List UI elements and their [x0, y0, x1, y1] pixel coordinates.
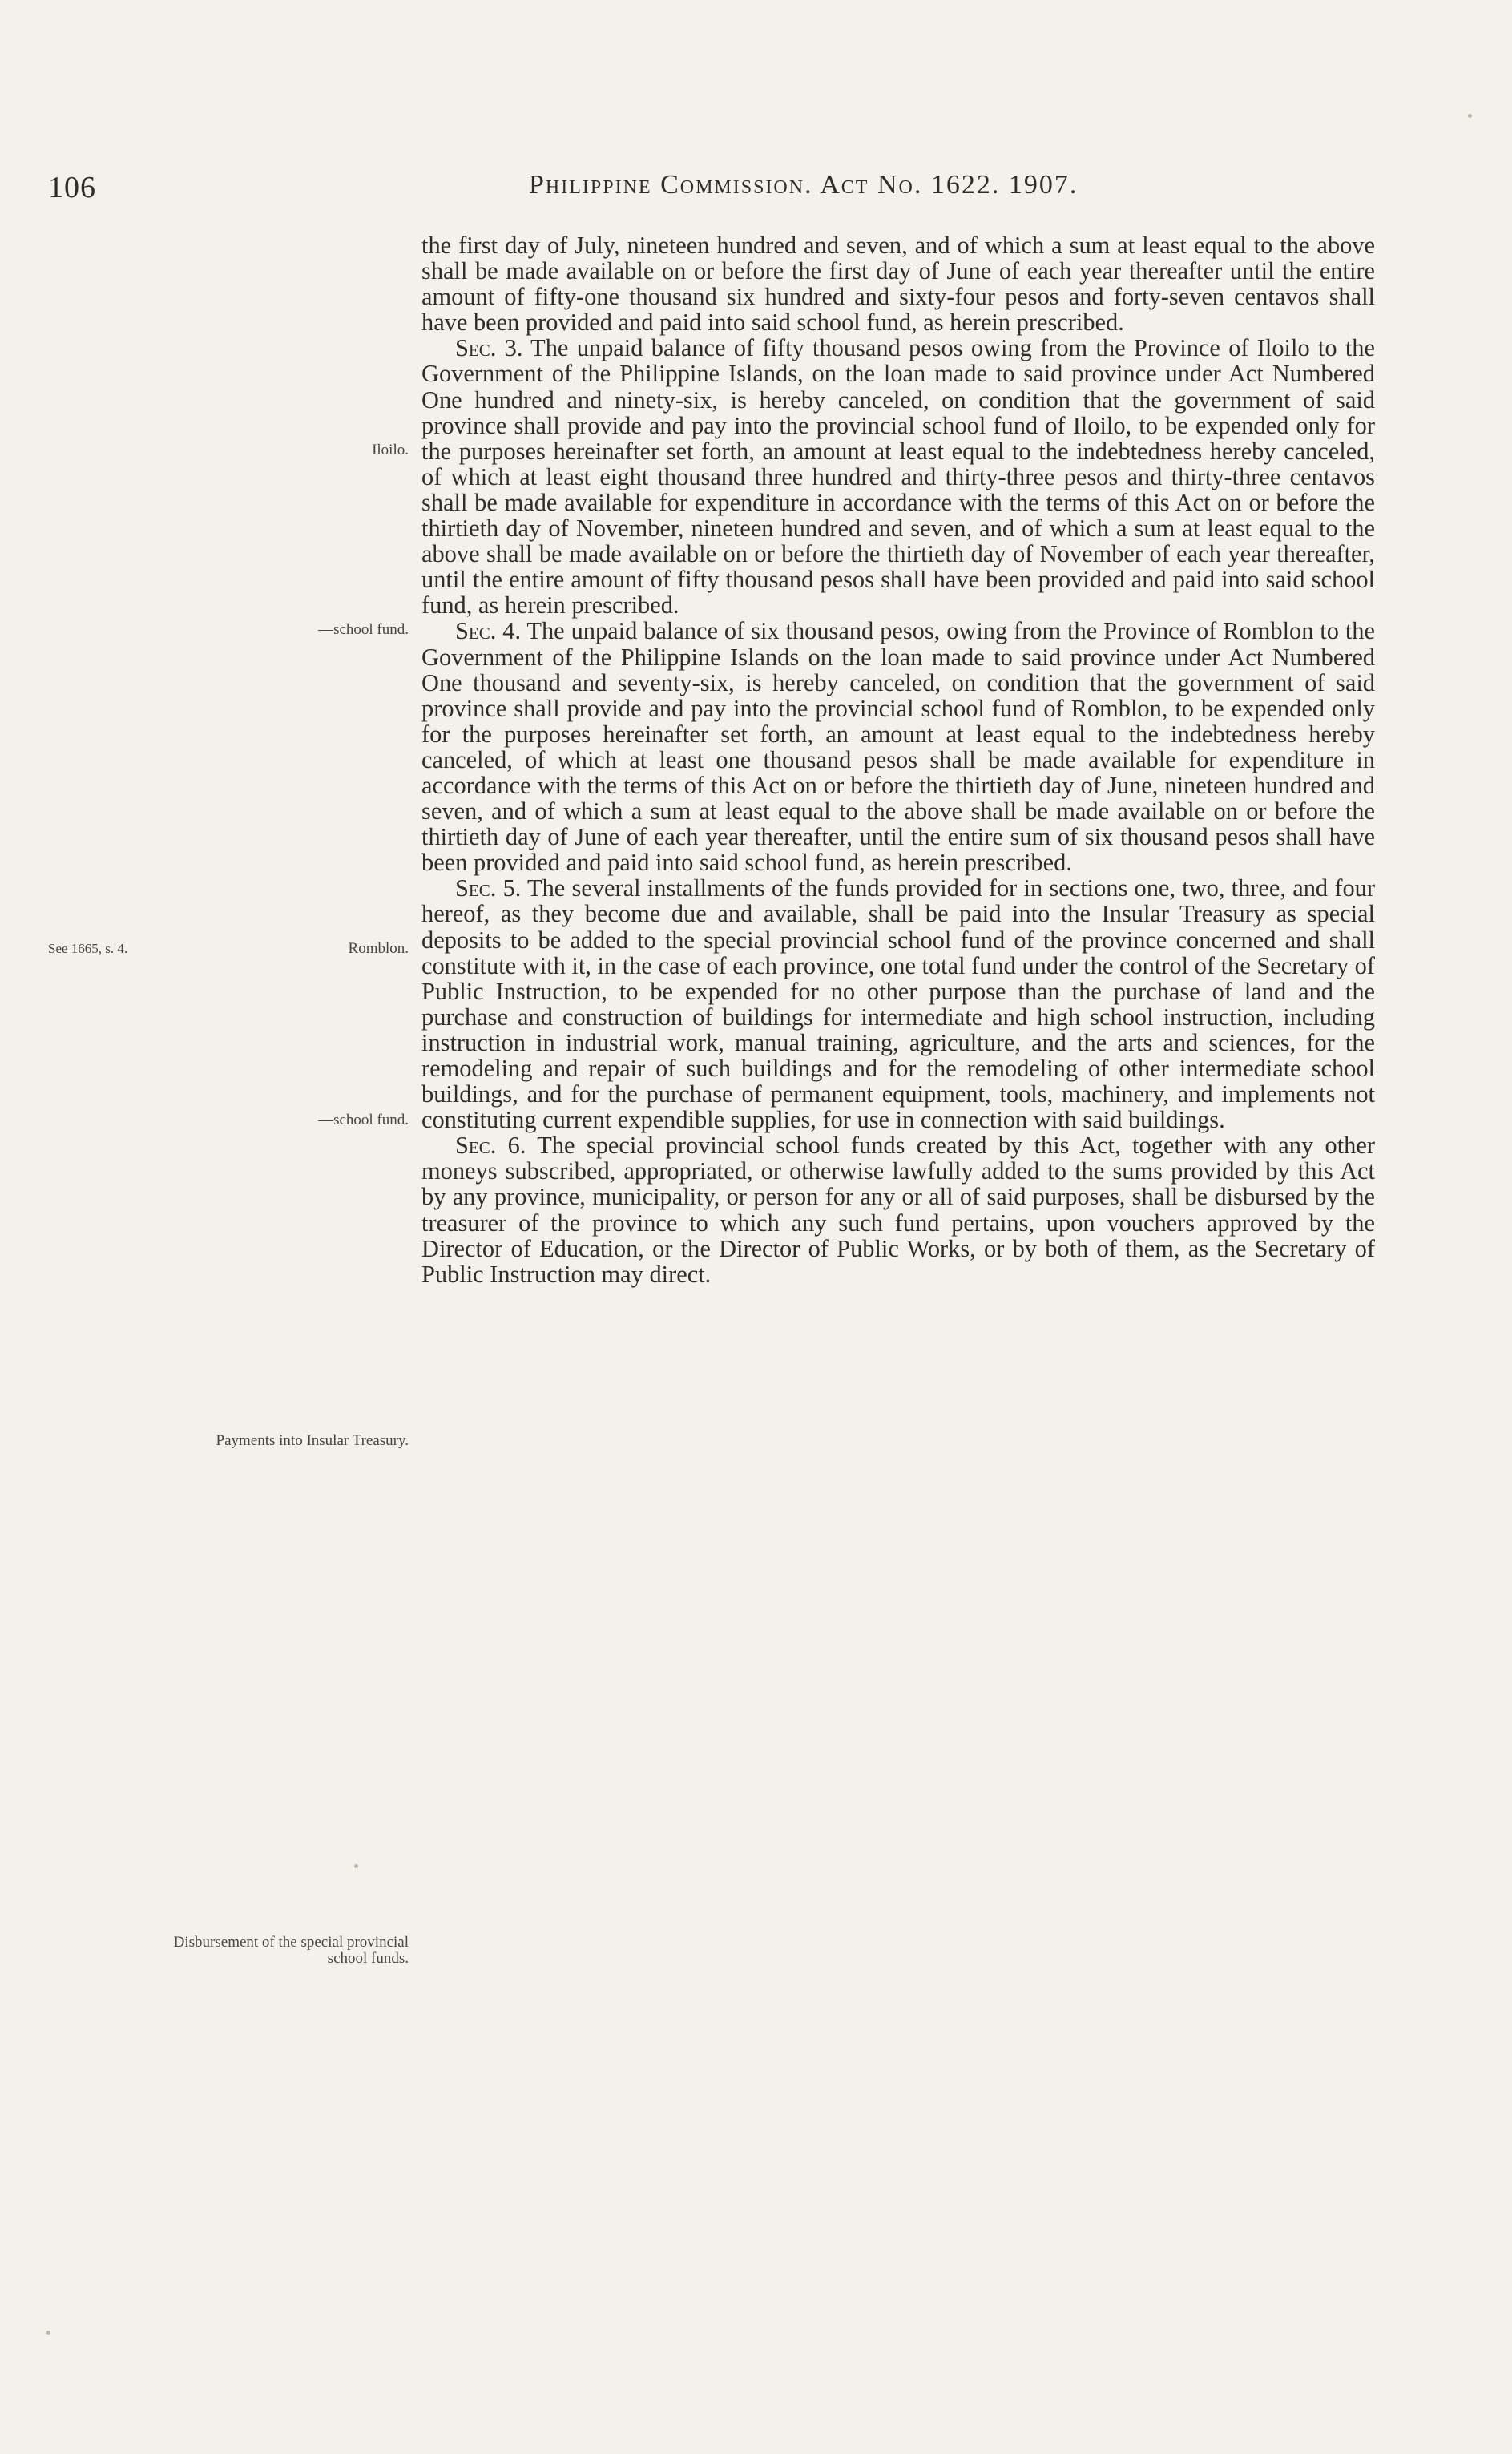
section-text: The unpaid balance of fifty thousand pesos owing from the Province of Iloilo to the Government of the Philippine Islands, on the loan made to said province under Act Numbered One hundred and ninety-six, is hereby canceled, on condition that the government of said province shall provide and pay into the provincial school fund of Iloilo, to be expended only for the purposes hereinafter set forth, an amount at least equal to the indebtedness hereby canceled, of which at least eight thousand three hundred and thirty-three pesos and thirty-three centavos shall be made available for expenditure in accordance with the terms of this Act on or before the thirtieth day of November, nineteen hundred and seven, and of which a sum at least equal to the above shall be made available on or before the thirtieth day of November of each year thereafter, until the entire amount of fifty thousand pesos shall have been provided and paid into said school fund, as herein prescribed. — [421, 334, 1375, 620]
margin-note-iloilo: Iloilo. — [372, 442, 409, 458]
section-label: Sec. 6. — [455, 1132, 526, 1160]
margin-note-iloilo-school-fund: —school fund. — [318, 621, 409, 638]
section-text: The unpaid balance of six thousand pesos, owing from the Province of Romblon to the Government of the Philippine Islands on the loan made to said province under Act Numbered One thousand and seventy-six, is hereby canceled, on condition that the government of said province shall provide and pay into the provincial school fund of Romblon, to be expended only for the purposes hereinafter set forth, an amount at least equal to the indebtedness hereby canceled, of which at least one thousand pesos shall be made available for expenditure in accordance with the terms of this Act on or before the thirtieth day of June, nineteen hundred and seven, and of which a sum at least equal to the above shall be made available on or before the thirtieth day of June of each year thereafter, until the entire sum of six thousand pesos shall have been provided and paid into said school fund, as herein prescribed. — [421, 617, 1375, 877]
margin-note-payments: Payments into Insular Treasury. — [216, 1432, 409, 1449]
scan-speck — [1468, 114, 1472, 118]
margin-cross-reference: See 1665, s. 4. — [48, 941, 128, 956]
section-5 — [421, 875, 1375, 1132]
margin-note-disbursement: Disbursement of the special provincial school funds. — [173, 1934, 409, 1967]
section-label: Sec. 3. — [455, 334, 523, 362]
page-number: 106 — [48, 171, 96, 204]
section-3 — [421, 335, 1375, 618]
body-text — [421, 232, 1375, 1287]
margin-note-romblon-school-fund: —school fund. — [318, 1112, 409, 1128]
section-6 — [421, 1132, 1375, 1287]
running-head: Philippine Commission. Act No. 1622. 1907. — [529, 170, 1079, 200]
scan-speck — [354, 1864, 358, 1868]
paragraph-continuation — [421, 232, 1375, 335]
scan-speck — [46, 2331, 50, 2335]
section-label: Sec. 4. — [455, 617, 522, 645]
section-text: The special provincial school funds created by this Act, together with any other moneys subscribed, appropriated, or otherwise lawfully added to the sums provided by this Act by any province, municipality, or person for any or all of said purposes, shall be disbursed by the treasurer of the province to which any such fund pertains, upon vouchers approved by the Director of Education, or the Director of Public Works, or by both of them, as the Secretary of Public Instruction may direct. — [421, 1132, 1375, 1288]
section-text: The several installments of the funds provided for in sections one, two, three, and four hereof, as they become due and available, shall be paid into the Insular Treasury as special deposits to be added to the special provincial school fund of the province concerned and shall constitute with it, in the case of each province, one total fund under the control of the Secretary of Public Instruction, to be expended for no other purpose than the purchase of land and the purchase and construction of buildings for intermediate and high school instruction, including instruction in industrial work, manual training, agriculture, and the arts and sciences, for the remodeling and repair of such buildings and for the remodeling of other intermediate school buildings, and for the purchase of permanent equipment, tools, machinery, and implements not constituting current expendible supplies, for use in connection with said buildings. — [421, 874, 1375, 1134]
section-4 — [421, 618, 1375, 875]
paragraph-text: the first day of July, nineteen hundred and seven, and of which a sum at least equal to the above shall be made available on or before the first day of June of each year thereafter until the entire amount of fifty-one thousand six hundred and sixty-four pesos and forty-seven centavos shall have been provided and paid into said school fund, as herein prescribed. — [421, 232, 1375, 337]
margin-note-romblon: Romblon. — [348, 940, 409, 957]
section-label: Sec. 5. — [455, 874, 522, 902]
